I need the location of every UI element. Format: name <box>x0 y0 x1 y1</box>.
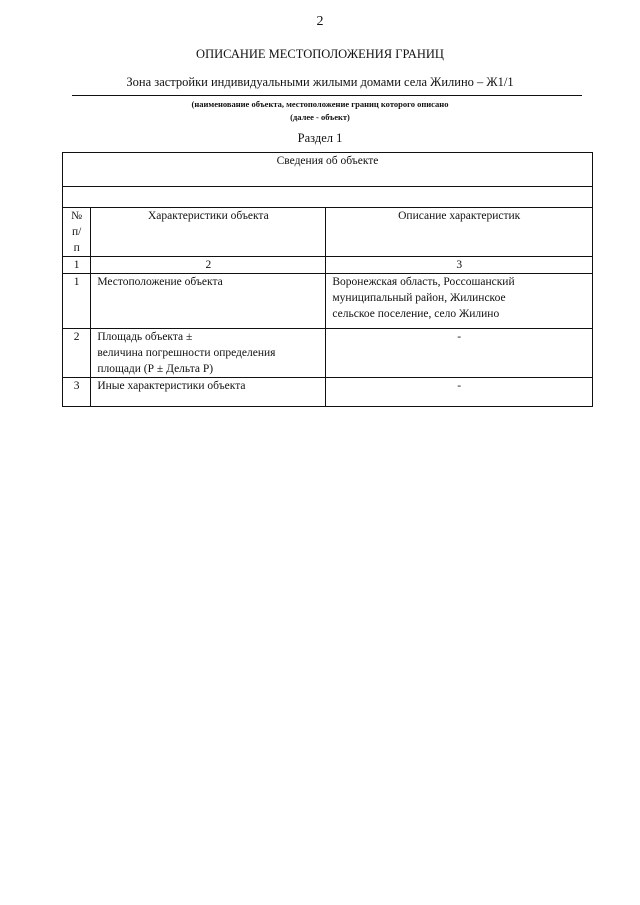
row-description-line: муниципальный район, Жилинское <box>332 292 506 304</box>
row-description <box>326 274 593 329</box>
row-number: 2 <box>63 329 91 378</box>
table-header: Сведения об объекте <box>63 153 593 187</box>
row-description: - <box>326 329 593 378</box>
section-title: Раздел 1 <box>297 131 343 145</box>
table-row <box>63 329 593 378</box>
table-header-row <box>63 153 593 187</box>
empty-cell <box>63 187 593 208</box>
row-characteristic-line: величина погрешности определения <box>97 347 276 359</box>
object-name: Зона застройки индивидуальными жилыми домами села Жилино – Ж1/1 <box>126 75 514 89</box>
table-empty-row <box>63 187 593 208</box>
row-characteristic-line: Иные характеристики объекта <box>97 380 246 392</box>
column-header-number-line1: № <box>71 210 83 222</box>
column-header-row <box>63 208 593 257</box>
row-number: 1 <box>63 274 91 329</box>
column-number-row <box>63 257 593 274</box>
row-number: 3 <box>63 378 91 407</box>
object-caption-line1: (наименование объекта, местоположение границ которого описано <box>191 99 449 109</box>
table-row <box>63 274 593 329</box>
column-header-description: Описание характеристик <box>326 208 593 257</box>
row-characteristic-line: площади (Р ± Дельта Р) <box>97 363 214 375</box>
row-characteristic <box>91 329 326 378</box>
row-description: - <box>326 378 593 407</box>
page-number: 2 <box>316 14 324 29</box>
column-header-characteristic: Характеристики объекта <box>91 208 326 257</box>
document-title: ОПИСАНИЕ МЕСТОПОЛОЖЕНИЯ ГРАНИЦ <box>196 47 444 61</box>
table-row <box>63 378 593 407</box>
title-underline <box>72 95 582 96</box>
column-number: 2 <box>91 257 326 274</box>
column-header-number-line2: п/п <box>71 226 82 254</box>
column-number: 1 <box>63 257 91 274</box>
column-header-number <box>63 208 91 257</box>
object-info-table <box>62 152 593 407</box>
row-characteristic <box>91 378 326 407</box>
row-characteristic <box>91 274 326 329</box>
object-caption-line2: (далее - объект) <box>290 112 350 122</box>
row-characteristic-line: Местоположение объекта <box>97 276 223 288</box>
row-description-line: Воронежская область, Россошанский <box>332 276 515 288</box>
row-description-line: сельское поселение, село Жилино <box>332 308 500 320</box>
column-number: 3 <box>326 257 593 274</box>
row-characteristic-line: Площадь объекта ± <box>97 331 193 343</box>
